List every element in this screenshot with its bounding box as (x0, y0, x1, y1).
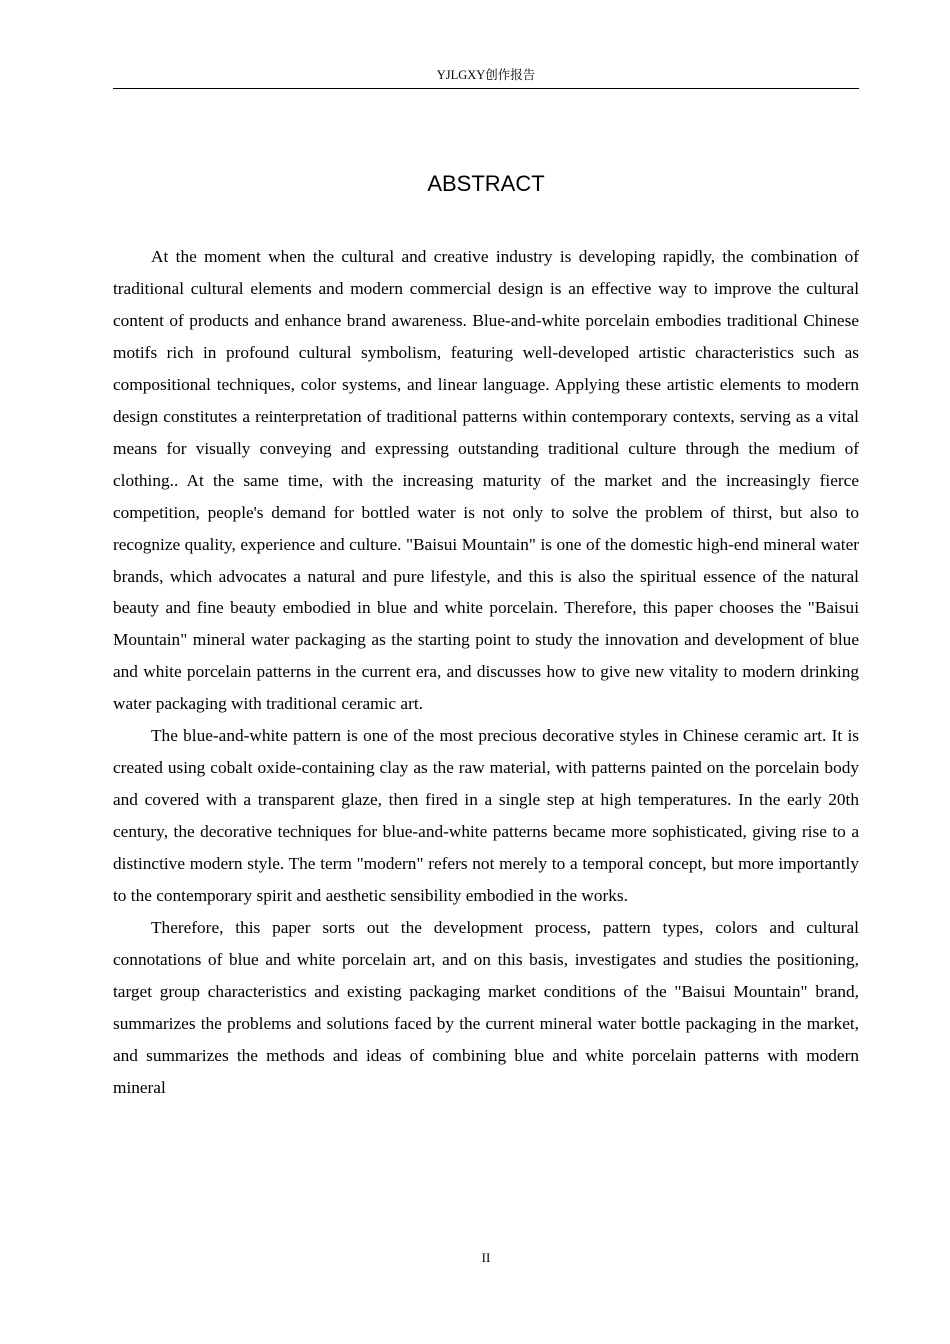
page-number: II (481, 1250, 491, 1265)
abstract-title: ABSTRACT (427, 171, 545, 196)
header-divider (113, 88, 859, 89)
running-header: YJLGXY创作报告 (436, 68, 536, 82)
abstract-body (113, 241, 859, 1104)
abstract-paragraph-2: The blue-and-white pattern is one of the most precious decorative styles in Chinese ceramic art. It is created using cobalt oxide-containing clay as the raw material, with patterns painted on the porcelain body and covered with a transparent glaze, then fired in a single step at high temperatures. In the early 20th century, the decorative techniques for blue-and-white patterns became more sophisticated, giving rise to a distinctive modern style. The term "modern" refers not merely to a temporal concept, but more importantly to the contemporary spirit and aesthetic sensibility embodied in the works. (113, 726, 859, 906)
abstract-paragraph-3: Therefore, this paper sorts out the development process, pattern types, colors and cultural connotations of blue and white porcelain art, and on this basis, investigates and studies the positioning, target group characteristics and existing packaging market conditions of the "Baisui Mountain" brand, summarizes the problems and solutions faced by the current mineral water bottle packaging in the market, and summarizes the methods and ideas of combining blue and white porcelain patterns with modern mineral (113, 918, 859, 1097)
abstract-paragraph-1: At the moment when the cultural and creative industry is developing rapidly, the combination of traditional cultural elements and modern commercial design is an effective way to improve the cultural content of products and enhance brand awareness. Blue-and-white porcelain embodies traditional Chinese motifs rich in profound cultural symbolism, featuring well-developed artistic characteristics such as compositional techniques, color systems, and linear language. Applying these artistic elements to modern design constitutes a reinterpretation of traditional patterns within contemporary contexts, serving as a vital means for visually conveying and expressing outstanding traditional culture through the medium of clothing.. At the same time, with the increasing maturity of the market and the increasingly fierce competition, people's demand for bottled water is not only to solve the problem of thirst, but also to recognize quality, experience and culture. "Baisui Mountain" is one of the domestic high-end mineral water brands, which advocates a natural and pure lifestyle, and this is also the spiritual essence of the natural beauty and fine beauty embodied in blue and white porcelain. Therefore, this paper chooses the "Baisui Mountain" mineral water packaging as the starting point to study the innovation and development of blue and white porcelain patterns in the current era, and discusses how to give new vitality to modern drinking water packaging with traditional ceramic art. (113, 247, 859, 714)
